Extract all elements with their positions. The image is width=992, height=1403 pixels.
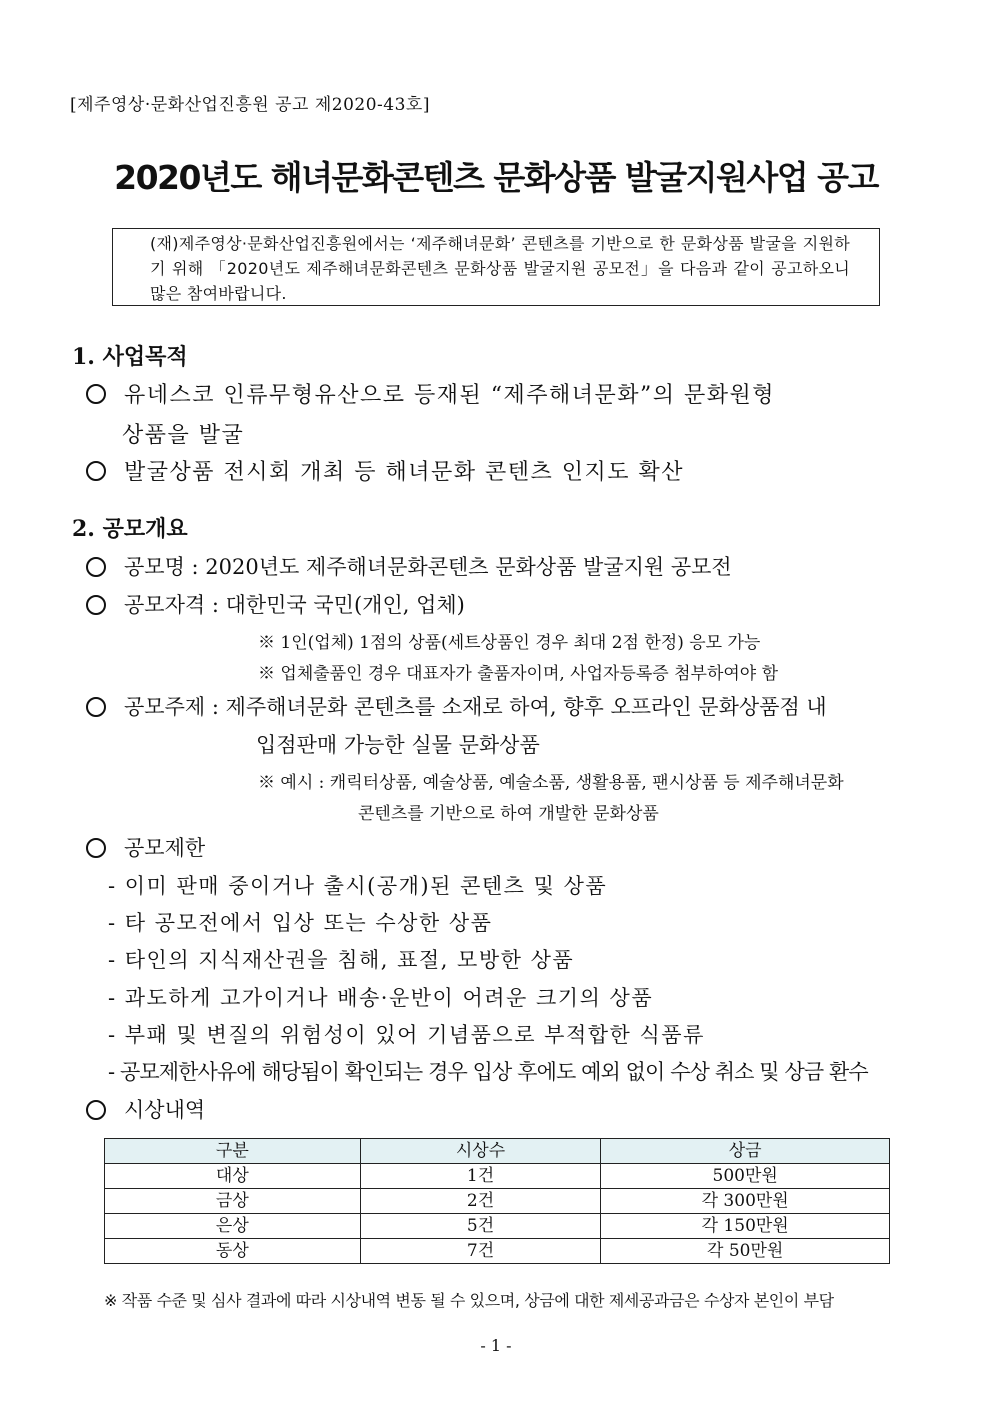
table-cell: 7건: [360, 1239, 601, 1264]
table-header-row: [105, 1139, 890, 1164]
column-header: 상금: [601, 1139, 890, 1164]
purpose-item-2: 발굴상품 전시회 개최 등 해녀문화 콘텐츠 인지도 확산: [86, 455, 684, 486]
qualification-note-2: ※ 업체출품인 경우 대표자가 출품자이며, 사업자등록증 첨부하여야 함: [258, 664, 779, 684]
awards-table: [104, 1138, 890, 1264]
section-heading-purpose: 1. 사업목적: [72, 344, 188, 370]
contest-name-item: 공모명 : 2020년도 제주해녀문화콘텐츠 문화상품 발굴지원 공모전: [86, 551, 732, 581]
qualification-item: 공모자격 : 대한민국 국민(개인, 업체): [86, 589, 465, 619]
theme-note-1: ※ 예시 : 캐릭터상품, 예술상품, 예술소품, 생활용품, 팬시상품 등 제주해녀문화: [258, 773, 844, 793]
qualification-note-1: ※ 1인(업체) 1점의 상품(세트상품인 경우 최대 2점 한정) 응모 가능: [258, 633, 761, 653]
table-row: [105, 1164, 890, 1189]
purpose-item-1-cont: 상품을 발굴: [122, 423, 245, 448]
list-item: - 부패 및 변질의 위험성이 있어 기념품으로 부적합한 식품류: [108, 1023, 705, 1047]
circle-bullet-icon: [86, 384, 106, 404]
notice-number: [제주영상·문화산업진흥원 공고 제2020-43호]: [70, 95, 430, 115]
theme-note-2: 콘텐츠를 기반으로 하여 개발한 문화상품: [358, 804, 659, 824]
intro-text: (재)제주영상·문화산업진흥원에서는 ‘제주해녀문화’ 콘텐츠를 기반으로 한 문화상품 발굴을 지원하기 위해 「2020년도 제주해녀문화콘텐츠 문화상품 발굴지원 공모전」을 다음과 같이 공고하오니 많은 참여바랍니다.: [150, 234, 850, 303]
table-row: [105, 1189, 890, 1214]
table-cell: 500만원: [601, 1164, 890, 1189]
circle-bullet-icon: [86, 1100, 106, 1120]
list-item: - 타인의 지식재산권을 침해, 표절, 모방한 상품: [108, 948, 575, 972]
table-cell: 금상: [105, 1189, 361, 1214]
table-cell: 2건: [360, 1189, 601, 1214]
table-cell: 각 300만원: [601, 1189, 890, 1214]
table-cell: 대상: [105, 1164, 361, 1189]
theme-item: 공모주제 : 제주해녀문화 콘텐츠를 소재로 하여, 향후 오프라인 문화상품점 내: [86, 691, 827, 721]
page-number: - 1 -: [480, 1336, 512, 1355]
table-row: [105, 1214, 890, 1239]
circle-bullet-icon: [86, 557, 106, 577]
table-row: [105, 1239, 890, 1264]
list-item: - 타 공모전에서 입상 또는 수상한 상품: [108, 911, 493, 935]
list-item: - 이미 판매 중이거나 출시(공개)된 콘텐츠 및 상품: [108, 874, 608, 898]
circle-bullet-icon: [86, 697, 106, 717]
list-item: - 과도하게 고가이거나 배송·운반이 어려운 크기의 상품: [108, 986, 654, 1010]
table-cell: 5건: [360, 1214, 601, 1239]
table-cell: 동상: [105, 1239, 361, 1264]
table-cell: 은상: [105, 1214, 361, 1239]
awards-note: ※ 작품 수준 및 심사 결과에 따라 시상내역 변동 될 수 있으며, 상금에 대한 제세공과금은 수상자 본인이 부담: [104, 1291, 834, 1310]
section-heading-overview: 2. 공모개요: [72, 516, 188, 542]
list-item: - 공모제한사유에 해당됨이 확인되는 경우 입상 후에도 예외 없이 수상 취소 및 상금 환수: [108, 1060, 868, 1084]
awards-item: 시상내역: [86, 1094, 205, 1124]
circle-bullet-icon: [86, 595, 106, 615]
theme-item-cont: 입점판매 가능한 실물 문화상품: [256, 733, 540, 757]
circle-bullet-icon: [86, 838, 106, 858]
table-cell: 1건: [360, 1164, 601, 1189]
table-cell: 각 50만원: [601, 1239, 890, 1264]
restriction-item: 공모제한: [86, 832, 205, 862]
table-cell: 각 150만원: [601, 1214, 890, 1239]
circle-bullet-icon: [86, 461, 106, 481]
purpose-item-1: 유네스코 인류무형유산으로 등재된 “제주해녀문화”의 문화원형: [86, 378, 775, 409]
page-title: 2020년도 해녀문화콘텐츠 문화상품 발굴지원사업 공고: [114, 158, 878, 197]
column-header: 시상수: [360, 1139, 601, 1164]
column-header: 구분: [105, 1139, 361, 1164]
